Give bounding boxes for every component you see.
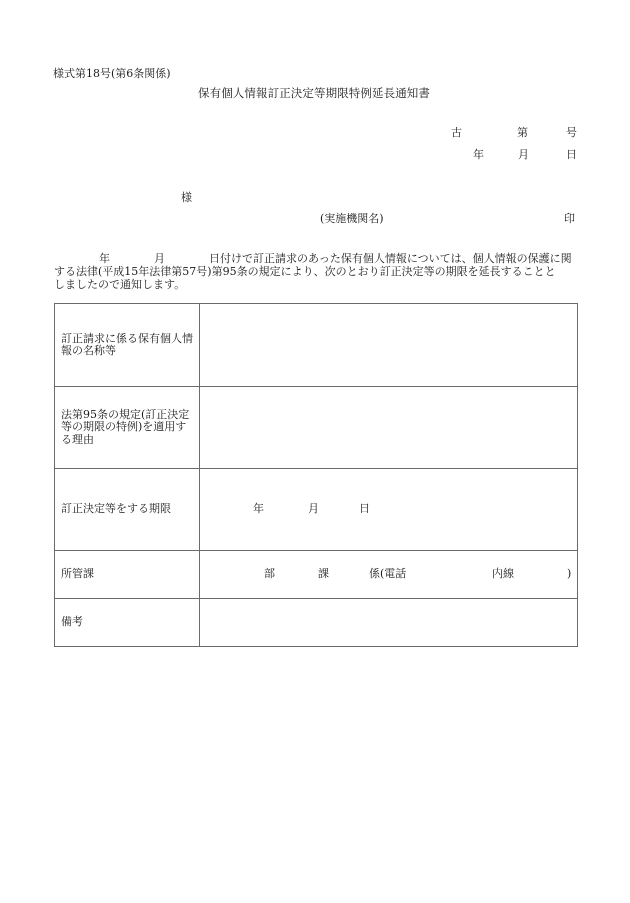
body-line-1-text: 日付けで訂正請求のあった保有個人情報については、個人情報の保護に関 (209, 252, 572, 265)
body-year: 年 (99, 252, 110, 265)
table-row (55, 469, 578, 551)
body-month: 月 (154, 252, 165, 265)
deadline-value[interactable] (200, 469, 578, 551)
department-label: 所管課 (55, 551, 200, 599)
body-line-1 (54, 252, 580, 265)
department-ka: 課 (318, 566, 329, 580)
reference-go: 号 (566, 126, 577, 139)
department-bu: 部 (264, 566, 275, 580)
deadline-year: 年 (253, 501, 264, 515)
table-row (55, 304, 578, 387)
document-title: 保有個人情報訂正決定等期限特例延長通知書 (198, 86, 430, 100)
notice-table (54, 303, 578, 647)
body-paragraph (54, 252, 580, 291)
department-extension: 内線 (492, 566, 514, 580)
date-day: 日 (566, 148, 577, 161)
seal-mark: 印 (564, 212, 575, 225)
deadline-month: 月 (308, 501, 319, 515)
body-line-3: しましたので通知します。 (54, 278, 186, 291)
remarks-label: 備考 (55, 599, 200, 647)
body-line-2: する法律(平成15年法律第57号)第95条の規定により、次のとおり訂正決定等の期限を延長することと (54, 265, 556, 278)
form-number: 様式第18号(第6条関係) (53, 67, 171, 80)
reference-dai: 第 (517, 126, 528, 139)
reason-label: 法第95条の規定(訂正決定等の期限の特例)を適用する理由 (55, 387, 200, 469)
deadline-day: 日 (359, 501, 370, 515)
info-name-label: 訂正請求に係る保有個人情報の名称等 (55, 304, 200, 387)
department-value[interactable] (200, 551, 578, 599)
remarks-value[interactable] (200, 599, 578, 647)
date-month: 月 (518, 148, 529, 161)
table-row (55, 599, 578, 647)
table-row (55, 387, 578, 469)
deadline-label: 訂正決定等をする期限 (55, 469, 200, 551)
date-year: 年 (473, 148, 484, 161)
department-close-paren: ) (567, 566, 572, 580)
department-kakari-phone: 係(電話 (369, 566, 407, 580)
addressee-honorific: 様 (181, 191, 192, 204)
reason-value[interactable] (200, 387, 578, 469)
table-row (55, 551, 578, 599)
reference-prefix: 古 (451, 126, 462, 139)
agency-name-label: (実施機関名) (320, 212, 384, 225)
info-name-value[interactable] (200, 304, 578, 387)
